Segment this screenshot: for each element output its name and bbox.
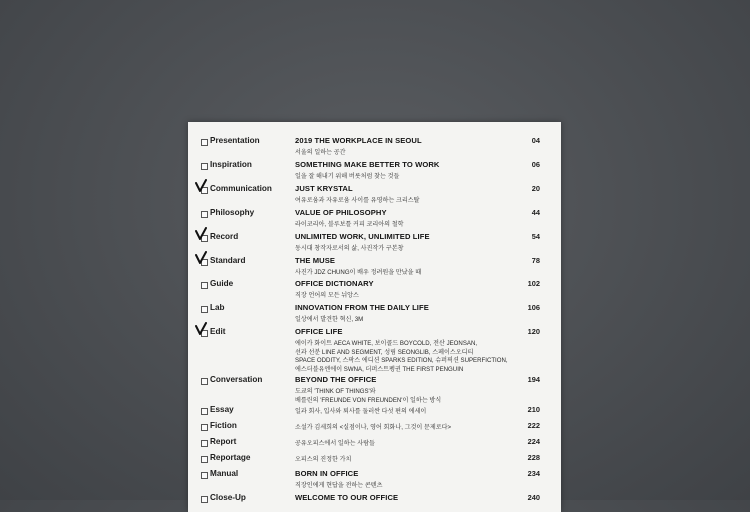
article-title: BEYOND THE OFFICE [295, 375, 377, 384]
checkbox-icon [201, 282, 208, 289]
article-subtitle: 라이코리아, 블루보틀 커피 코리아의 철학 [295, 221, 404, 228]
page-number: 44 [531, 208, 540, 217]
article-subtitle: 여유로움과 자유로움 사이를 유영하는 크리스탈 [295, 197, 420, 204]
article-subtitle: 일상에서 발견한 혁신, 3M [295, 316, 364, 323]
page-number: 78 [531, 256, 540, 265]
checkbox-icon [201, 440, 208, 447]
page-number: 222 [527, 421, 540, 430]
article-title: VALUE OF PHILOSOPHY [295, 208, 387, 217]
article-subtitle: 직장 언어의 모든 뉘앙스 [295, 292, 359, 299]
section-label: Philosophy [210, 208, 255, 217]
article-subtitle: 소설가 김세희의 <실점이나, 영어 회화나, 그것이 문제로다> [295, 424, 452, 431]
page-number: 224 [527, 437, 540, 446]
article-title: WELCOME TO OUR OFFICE [295, 493, 399, 502]
article-subtitle: 동시대 창작자로서의 삶, 사진작가 구본창 [295, 245, 404, 252]
article-subtitle: 일과 회사, 입사와 퇴사를 둘러싼 다섯 편의 에세이 [295, 408, 427, 415]
article-title: SOMETHING MAKE BETTER TO WORK [295, 160, 440, 169]
checkbox-icon [201, 211, 208, 218]
page-number: 106 [527, 303, 540, 312]
article-subtitle: 사진가 JDZ CHUNG이 배우 정려원을 만났을 때 [295, 269, 422, 276]
checkmark-icon [195, 227, 207, 241]
checkbox-icon [201, 456, 208, 463]
section-label: Inspiration [210, 160, 252, 169]
page-number: 102 [527, 279, 540, 288]
section-label: Communication [210, 184, 272, 193]
section-label: Manual [210, 469, 239, 478]
section-label: Presentation [210, 136, 260, 145]
section-label: Lab [210, 303, 225, 312]
checkbox-icon [201, 378, 208, 385]
checkbox-icon [201, 424, 208, 431]
section-label: Conversation [210, 375, 263, 384]
checkbox-icon [201, 472, 208, 479]
table-of-contents-page [188, 122, 561, 512]
article-title: OFFICE DICTIONARY [295, 279, 374, 288]
article-subtitle: 서울의 일하는 공간 [295, 149, 346, 156]
checkbox-icon [201, 306, 208, 313]
checkbox-icon [201, 139, 208, 146]
page-number: 234 [527, 469, 540, 478]
article-title: BORN IN OFFICE [295, 469, 359, 478]
checkmark-icon [195, 322, 207, 336]
checkmark-icon [195, 251, 207, 265]
page-number: 04 [531, 136, 540, 145]
page-number: 194 [527, 375, 540, 384]
section-label: Record [210, 232, 239, 241]
page-number: 228 [527, 453, 540, 462]
page-number: 240 [527, 493, 540, 502]
section-label: Essay [210, 405, 234, 414]
article-subtitle: 도쿄의 'THINK OF THINGS'와 [295, 388, 376, 395]
article-subtitle: 에스더블유엔에이 SWNA, 더퍼스트펭귄 THE FIRST PENGUIN [295, 365, 464, 373]
section-label: Report [210, 437, 237, 446]
article-title: JUST KRYSTAL [295, 184, 353, 193]
article-subtitle: 에이카 화이트 AECA WHITE, 보이콜드 BOYCOLD, 전산 JEONSAN, [295, 340, 478, 347]
article-subtitle: 공유오피스에서 일하는 사람들 [295, 440, 375, 447]
page-number: 06 [531, 160, 540, 169]
checkmark-icon [195, 179, 207, 193]
section-label: Edit [210, 327, 226, 336]
section-label: Close-Up [210, 493, 246, 502]
article-title: 2019 THE WORKPLACE IN SEOUL [295, 136, 422, 145]
article-subtitle: 선과 선분 LINE AND SEGMENT, 성림 SEONGLIB, 스페이스오디티 [295, 348, 474, 356]
page-number: 210 [527, 405, 540, 414]
article-subtitle: SPACE ODDITY, 스팍스 에디션 SPARKS EDITION, 슈퍼픽션 SUPERFICTION, [295, 357, 508, 365]
article-subtitle: 베를린의 'FREUNDE VON FREUNDEN'이 일하는 방식 [295, 396, 442, 404]
section-label: Fiction [210, 421, 237, 430]
section-label: Reportage [210, 453, 251, 462]
page-number: 120 [527, 327, 540, 336]
checkbox-icon [201, 408, 208, 415]
page-number: 20 [531, 184, 540, 193]
article-title: UNLIMITED WORK, UNLIMITED LIFE [295, 232, 430, 241]
section-label: Guide [210, 279, 234, 288]
article-title: THE MUSE [295, 256, 336, 265]
article-subtitle: 오피스의 진정한 가치 [295, 456, 352, 463]
checkbox-icon [201, 163, 208, 170]
article-subtitle: 일을 잘 해내기 위해 버릇처럼 찾는 것들 [295, 173, 400, 180]
page-number: 54 [531, 232, 540, 241]
section-label: Standard [210, 256, 246, 265]
article-subtitle: 직장인에게 현답을 전하는 콘텐츠 [295, 482, 383, 489]
article-title: INNOVATION FROM THE DAILY LIFE [295, 303, 429, 312]
article-title: OFFICE LIFE [295, 327, 343, 336]
